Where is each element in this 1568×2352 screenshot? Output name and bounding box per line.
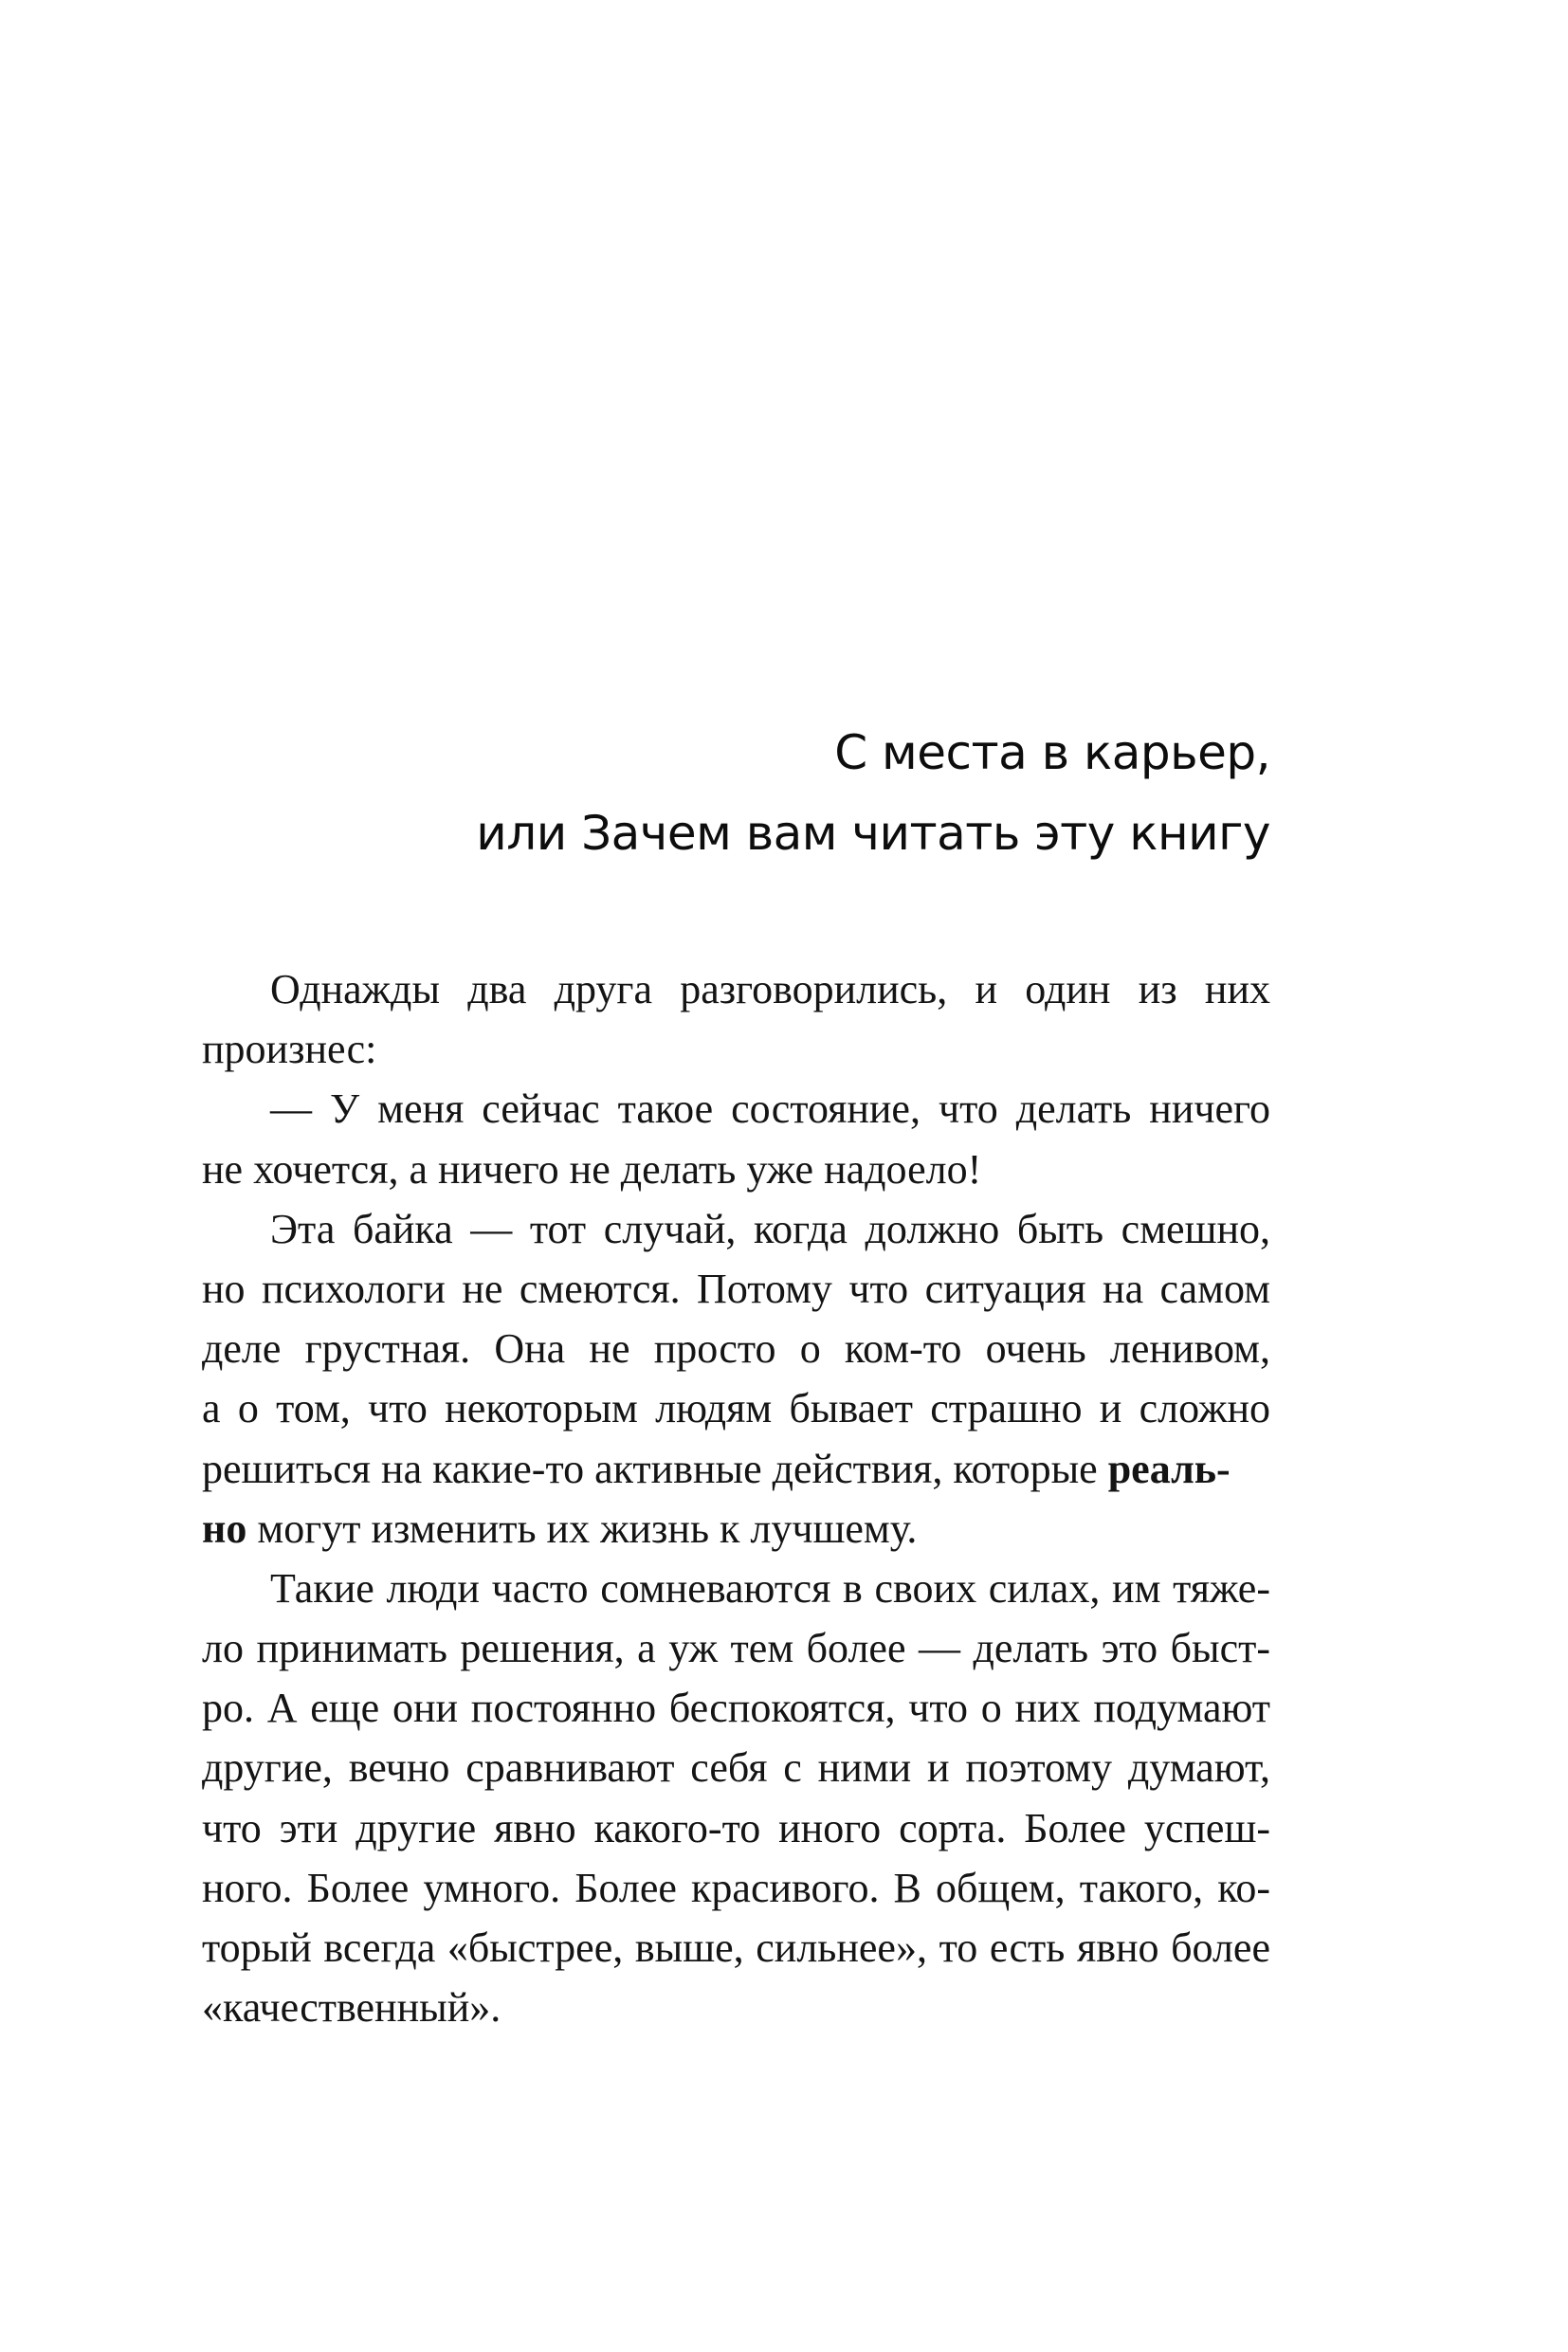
text-line bbox=[202, 1499, 1270, 1559]
text-fragment: могут изменить их жизнь к лучшему. bbox=[246, 1504, 918, 1552]
text-line: ло принимать решения, а уж тем более — делать это быст- bbox=[202, 1625, 1270, 1672]
emphasis-text: реаль- bbox=[1107, 1445, 1231, 1492]
text-line: «качественный». bbox=[202, 1984, 501, 2032]
chapter-title bbox=[202, 713, 1270, 874]
emphasis-text: но bbox=[202, 1504, 247, 1552]
text-line: Эта байка — тот случай, когда должно быть смешно, bbox=[270, 1205, 1270, 1252]
text-line bbox=[202, 1439, 1270, 1499]
text-line: но психологи не смеются. Потому что ситуация на самом bbox=[202, 1265, 1270, 1312]
chapter-body bbox=[202, 959, 1270, 2037]
text-line: а о том, что некоторым людям бывает страшно и сложно bbox=[202, 1385, 1270, 1432]
text-line: что эти другие явно какого-то иного сорта. Более успеш- bbox=[202, 1804, 1270, 1851]
text-line: деле грустная. Она не просто о ком-то очень ленивом, bbox=[202, 1325, 1270, 1373]
text-line: другие, вечно сравнивают себя с ними и поэтому думают, bbox=[202, 1744, 1270, 1792]
text-line: ного. Более умного. Более красивого. В общем, такого, ко- bbox=[202, 1864, 1270, 1911]
text-line: Однажды два друга разговорились, и один из них bbox=[270, 966, 1270, 1012]
text-line: не хочется, а ничего не делать уже надоело! bbox=[202, 1145, 982, 1193]
text-line: Такие люди часто сомневаются в своих силах, им тяже- bbox=[270, 1564, 1270, 1612]
chapter-title-line-2: или Зачем вам читать эту книгу bbox=[476, 806, 1270, 861]
text-fragment: решиться на какие-то активные действия, которые bbox=[202, 1445, 1108, 1492]
text-line: произнес: bbox=[202, 1026, 377, 1073]
text-line: торый всегда «быстрее, выше, сильнее», то есть явно более bbox=[202, 1924, 1270, 1971]
dialogue-line: — У меня сейчас такое состояние, что делать ничего bbox=[270, 1085, 1270, 1133]
text-line: ро. А еще они постоянно беспокоятся, что о них подумают bbox=[202, 1685, 1270, 1732]
chapter-title-line-1: С места в карьер, bbox=[834, 725, 1270, 780]
